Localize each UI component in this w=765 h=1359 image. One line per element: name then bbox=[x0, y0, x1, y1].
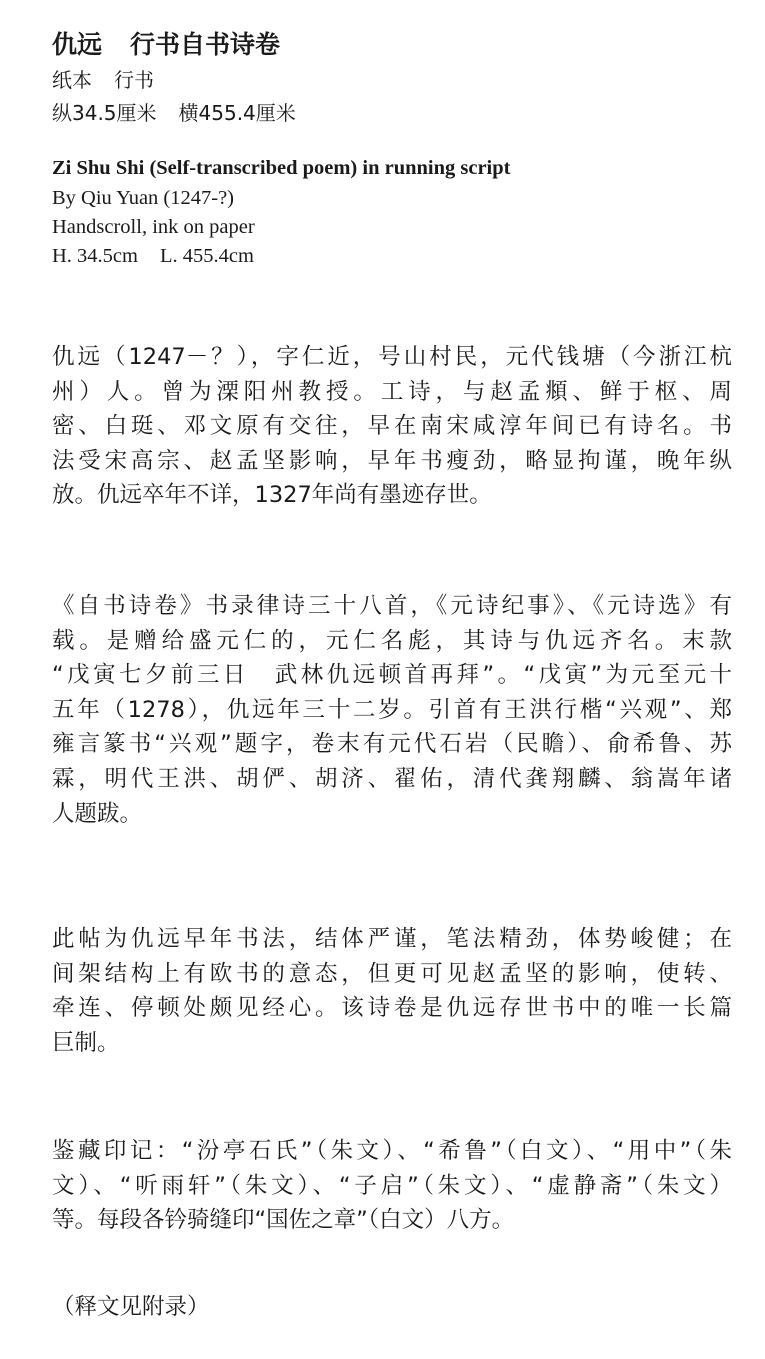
text-line: 州）人。曾为溧阳州教授。工诗，与赵孟頫、鲜于枢、周 bbox=[52, 378, 732, 405]
text-line: 《自书诗卷》书录律诗三十八首，《元诗纪事》、《元诗选》有 bbox=[52, 593, 732, 619]
style-analysis-paragraph bbox=[52, 922, 732, 1060]
dimensions-en-height: H. 34.5cm bbox=[52, 245, 138, 267]
text-line: 文）、“听雨轩”（朱文）、“子启”（朱文）、“虚静斋”（朱文） bbox=[52, 1172, 732, 1199]
author-name-zh: 仇远 bbox=[52, 30, 103, 59]
text-line: 此帖为仇远早年书法，结体严谨，笔法精劲，体势峻健；在 bbox=[52, 926, 732, 952]
text-line: 间架结构上有欧书的意态，但更可见赵孟坚的影响，使转、 bbox=[52, 960, 732, 987]
text-line: 等。每段各钤骑缝印“国佐之章”（白文）八方。 bbox=[52, 1207, 515, 1234]
medium-zh-script: 行书 bbox=[114, 68, 154, 92]
seals-paragraph bbox=[52, 1134, 732, 1238]
english-title: Zi Shu Shi (Self-transcribed poem) in running script bbox=[52, 157, 511, 179]
text-line: 法受宋高宗、赵孟坚影响，早年书瘦劲，略显拘谨，晚年纵 bbox=[52, 447, 732, 474]
dimensions-en-length: L. 455.4cm bbox=[159, 245, 254, 267]
text-line: 仇远（1247－？），字仁近，号山村民，元代钱塘（今浙江杭 bbox=[52, 344, 732, 370]
dimensions-zh bbox=[52, 99, 296, 127]
text-line: 霖，明代王洪、胡俨、胡济、翟佑，清代龚翔麟、翁嵩年诸 bbox=[52, 765, 732, 792]
work-title-zh: 行书自书诗卷 bbox=[130, 30, 281, 59]
text-line: （释文见附录） bbox=[52, 1294, 210, 1320]
text-line: “戊寅七夕前三日 武林仇远顿首再拜”。“戊寅”为元至元十 bbox=[52, 662, 732, 689]
dimensions-en bbox=[52, 242, 254, 270]
author-en: By Qiu Yuan (1247-?) bbox=[52, 187, 234, 209]
text-line: 鉴藏印记：“汾亭石氏”（朱文）、“希鲁”（白文）、“用中”（朱 bbox=[52, 1138, 732, 1164]
medium-zh bbox=[52, 66, 154, 94]
text-line: 放。仇远卒年不详，1327年尚有墨迹存世。 bbox=[52, 482, 492, 509]
dimensions-zh-length: 横455.4厘米 bbox=[178, 101, 296, 125]
scroll-description-paragraph bbox=[52, 589, 732, 831]
medium-en: Handscroll, ink on paper bbox=[52, 216, 255, 238]
text-line: 牵连、停顿处颇见经心。该诗卷是仇远存世书中的唯一长篇 bbox=[52, 995, 732, 1022]
dimensions-zh-height: 纵34.5厘米 bbox=[52, 101, 157, 125]
text-line: 巨制。 bbox=[52, 1029, 120, 1056]
medium-zh-material: 纸本 bbox=[52, 68, 92, 92]
text-line: 密、白珽、邓文原有交往，早在南宋咸淳年间已有诗名。书 bbox=[52, 413, 732, 440]
text-line: 人题跋。 bbox=[52, 800, 143, 827]
text-line: 五年（1278），仇远年三十二岁。引首有王洪行楷“兴观”、郑 bbox=[52, 696, 732, 723]
chinese-title bbox=[52, 28, 280, 62]
text-line: 载。是赠给盛元仁的，元仁名彪，其诗与仇远齐名。末款 bbox=[52, 627, 732, 654]
appendix-note bbox=[52, 1290, 732, 1325]
text-line: 雍言篆书“兴观”题字，卷末有元代石岩（民瞻）、俞希鲁、苏 bbox=[52, 731, 732, 758]
biography-paragraph bbox=[52, 340, 732, 513]
